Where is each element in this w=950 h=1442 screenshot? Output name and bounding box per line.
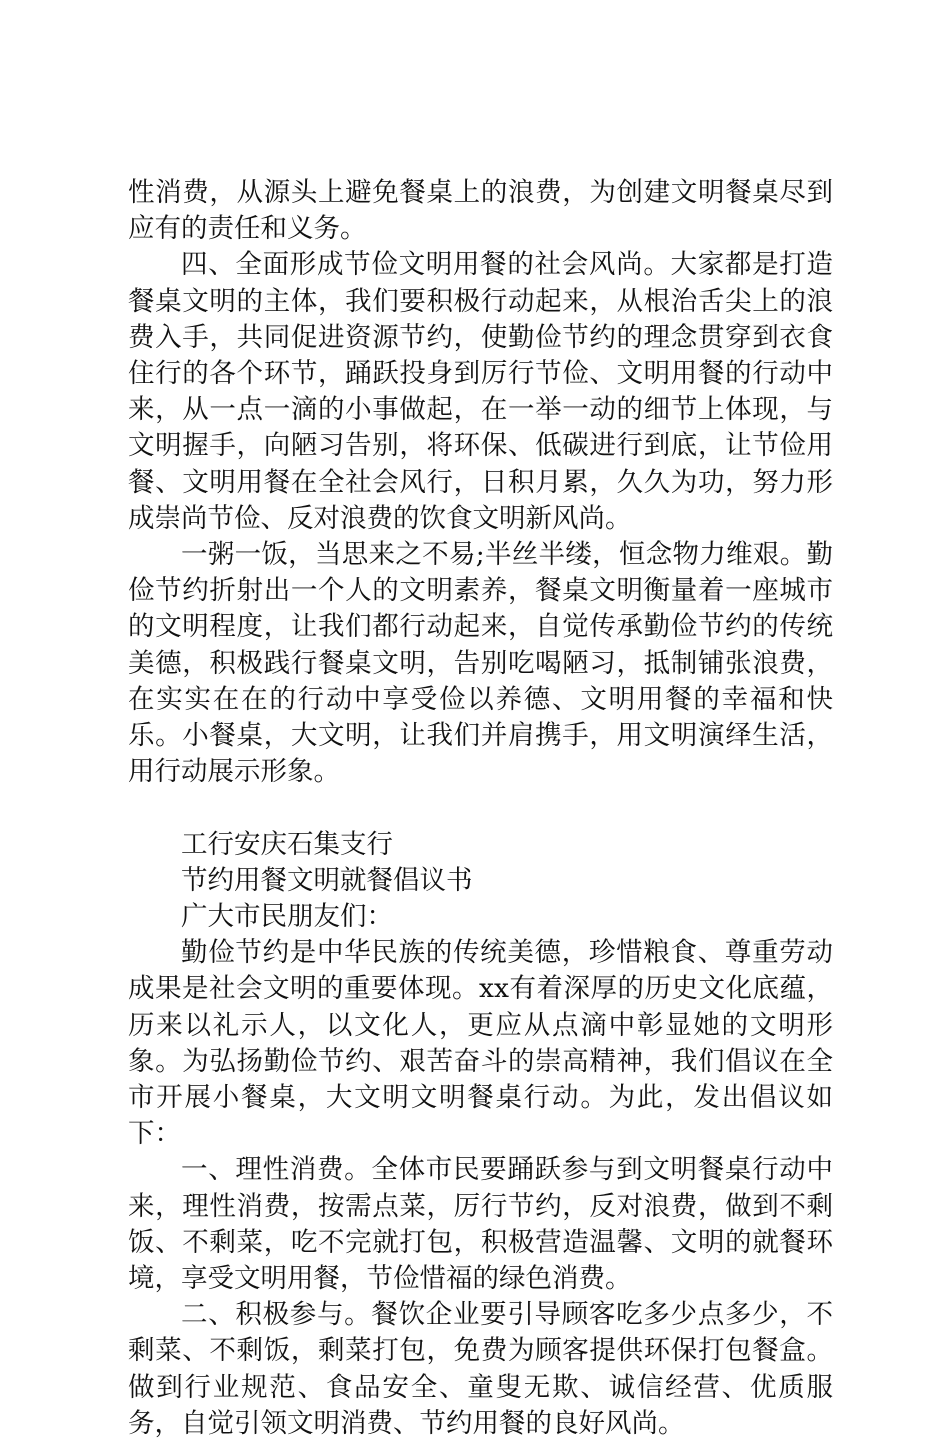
document-page [128,175,833,1442]
document-title: 节约用餐文明就餐倡议书 [181,864,473,896]
paragraph-point-one: 一、理性消费。全体市民要踊跃参与到文明餐桌行动中来，理性消费，按需点菜，厉行节约，反对浪费，做到不剩饭、不剩菜，吃不完就打包，积极营造温馨、文明的就餐环境，享受文明用餐，节俭惜福的绿色消费。 [128,1154,833,1295]
signature-line: 工行安庆石集支行 [181,828,393,860]
paragraph-point-two: 二、积极参与。餐饮企业要引导顾客吃多少点多少，不剩菜、不剩饭，剩菜打包，免费为顾客提供环保打包餐盒。做到行业规范、食品安全、童叟无欺、诚信经营、优质服务，自觉引领文明消费、节约用餐的良好风尚。 [128,1299,833,1439]
blank-line [128,790,833,826]
paragraph-closing: 一粥一饭，当思来之不易;半丝半缕，恒念物力维艰。勤俭节约折射出一个人的文明素养，餐桌文明衡量着一座城市的文明程度，让我们都行动起来，自觉传承勤俭节约的传统美德，积极践行餐桌文明，告别吃喝陋习，抵制铺张浪费，在实实在在的行动中享受俭以养德、文明用餐的幸福和快乐。小餐桌，大文明，让我们并肩携手，用文明演绎生活，用行动展示形象。 [128,539,833,788]
paragraph-point-four: 四、全面形成节俭文明用餐的社会风尚。大家都是打造餐桌文明的主体，我们要积极行动起来，从根治舌尖上的浪费入手，共同促进资源节约，使勤俭节约的理念贯穿到衣食住行的各个环节，踊跃投身到厉行节俭、文明用餐的行动中来，从一点一滴的小事做起，在一举一动的细节上体现，与文明握手，向陋习告别，将环保、低碳进行到底，让节俭用餐、文明用餐在全社会风行，日积月累，久久为功，努力形成崇尚节俭、反对浪费的饮食文明新风尚。 [128,249,833,534]
salutation-line: 广大市民朋友们： [181,901,393,933]
paragraph-intro: 勤俭节约是中华民族的传统美德，珍惜粮食、尊重劳动成果是社会文明的重要体现。xx有着深厚的历史文化底蕴，历来以礼示人，以文化人，更应从点滴中彰显她的文明形象。为弘扬勤俭节约、艰苦奋斗的崇高精神，我们倡议在全市开展小餐桌，大文明文明餐桌行动。为此，发出倡议如下： [128,937,833,1150]
paragraph-continuation: 性消费，从源头上避免餐桌上的浪费，为创建文明餐桌尽到应有的责任和义务。 [128,177,833,245]
